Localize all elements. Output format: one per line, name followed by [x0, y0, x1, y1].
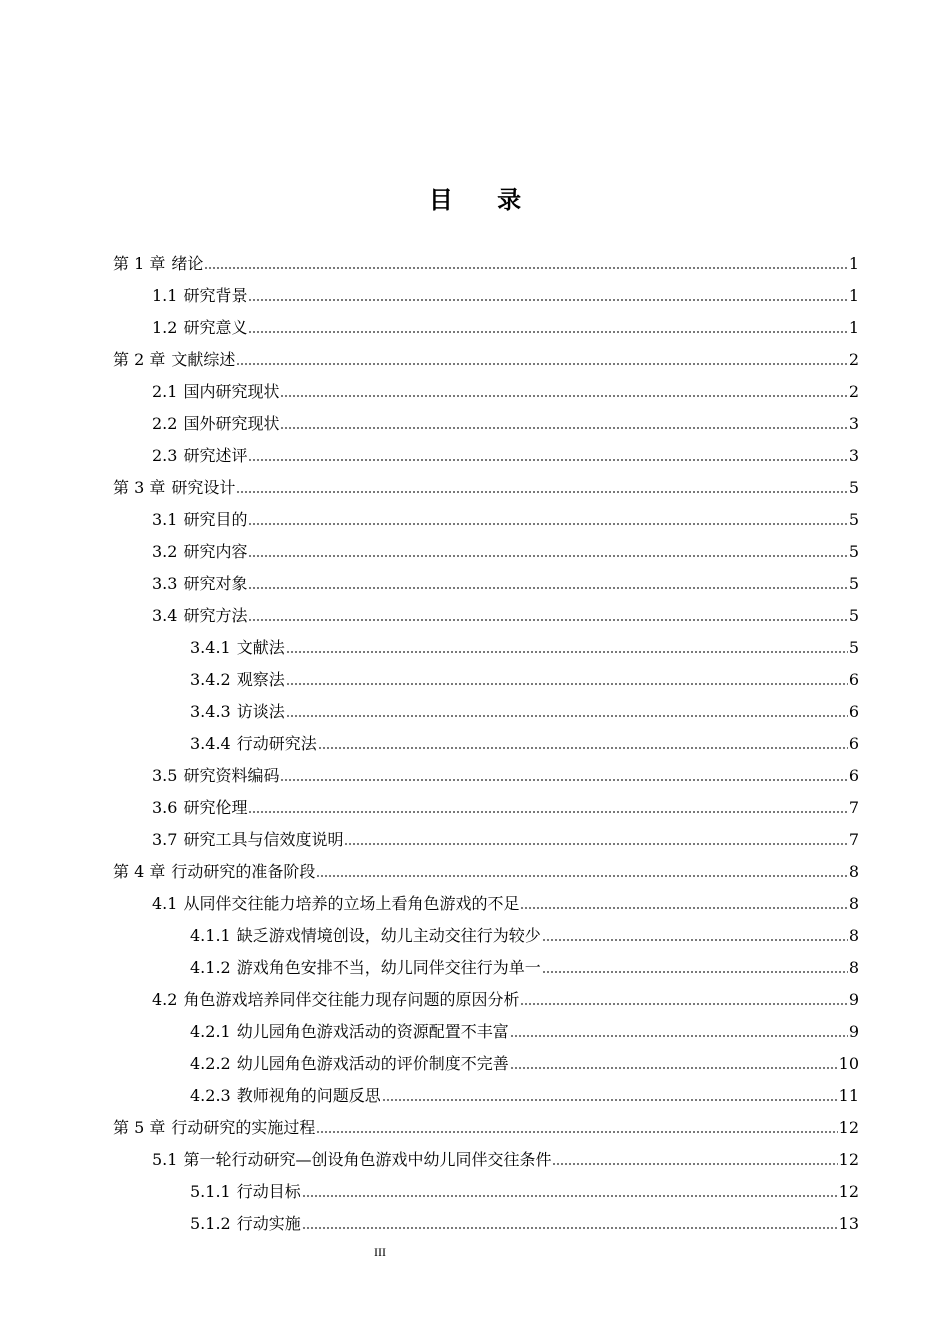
page-number-footer: III [374, 1245, 386, 1259]
toc-entry[interactable] [0, 434, 859, 466]
toc-entry-number: 2.3 [152, 446, 178, 465]
toc-entry-title: 研究目的 [183, 510, 248, 529]
toc-entry-number: 3.4.1 [190, 638, 231, 657]
dot-leader [248, 510, 847, 526]
toc-entry-page: 1 [848, 254, 859, 273]
dot-leader [286, 670, 848, 686]
toc-entry[interactable] [0, 850, 859, 882]
toc-entry-title: 第一轮行动研究—创设角色游戏中幼儿同伴交往条件 [183, 1150, 552, 1169]
toc-entry-number: 3.6 [152, 798, 178, 817]
dot-leader [248, 318, 847, 334]
toc-entry-title: 行动研究法 [236, 734, 317, 753]
dot-leader [248, 798, 847, 814]
toc-entry-title: 缺乏游戏情境创设，幼儿主动交往行为较少 [236, 926, 541, 945]
toc-entry[interactable] [0, 882, 859, 914]
dot-leader [520, 990, 847, 1006]
toc-entry-page: 1 [848, 318, 859, 337]
toc-entry[interactable] [0, 946, 859, 978]
toc-entry-number: 3.2 [152, 542, 178, 561]
toc-entry[interactable] [0, 402, 859, 434]
dot-leader [286, 638, 848, 654]
toc-entry[interactable] [0, 1202, 859, 1234]
dot-leader [316, 1118, 837, 1134]
toc-entry-title: 从同伴交往能力培养的立场上看角色游戏的不足 [183, 894, 520, 913]
toc-entry-page: 5 [848, 542, 859, 561]
toc-entry[interactable] [0, 1138, 859, 1170]
dot-leader [382, 1086, 838, 1102]
toc-entry-page: 5 [848, 510, 859, 529]
toc-entry[interactable] [0, 1010, 859, 1042]
toc-entry[interactable] [0, 1042, 859, 1074]
toc-entry-number: 5.1.1 [190, 1182, 231, 1201]
toc-entry-number: 第 2 章 [113, 350, 166, 369]
toc-entry-page: 8 [848, 958, 859, 977]
toc-entry-page: 12 [838, 1118, 859, 1137]
toc-entry-title: 研究伦理 [183, 798, 248, 817]
toc-entry[interactable] [0, 562, 859, 594]
toc-entry-title: 行动目标 [236, 1182, 301, 1201]
toc-entry-page: 9 [848, 990, 859, 1009]
dot-leader [510, 1022, 848, 1038]
toc-entry-page: 8 [848, 894, 859, 913]
toc-entry-title: 教师视角的问题反思 [236, 1086, 381, 1105]
dot-leader [280, 382, 847, 398]
toc-entry-title: 研究述评 [183, 446, 248, 465]
toc-entry-page: 6 [848, 766, 859, 785]
dot-leader [510, 1054, 838, 1070]
toc-entry-page: 2 [848, 350, 859, 369]
dot-leader [520, 894, 847, 910]
toc-entry-page: 5 [848, 574, 859, 593]
toc-entry[interactable] [0, 722, 859, 754]
toc-entry-number: 5.1.2 [190, 1214, 231, 1233]
toc-entry[interactable] [0, 370, 859, 402]
toc-entry[interactable] [0, 1074, 859, 1106]
toc-entry[interactable] [0, 274, 859, 306]
toc-entry-page: 3 [848, 446, 859, 465]
toc-entry-title: 角色游戏培养同伴交往能力现存问题的原因分析 [183, 990, 520, 1009]
toc-entry-title: 访谈法 [236, 702, 285, 721]
dot-leader [542, 926, 848, 942]
toc-entry-page: 13 [838, 1214, 859, 1233]
toc-entry-title: 文献综述 [171, 350, 236, 369]
toc-entry[interactable] [0, 978, 859, 1010]
toc-entry[interactable] [0, 754, 859, 786]
toc-entry-title: 行动研究的实施过程 [171, 1118, 316, 1137]
toc-entry-title: 幼儿园角色游戏活动的资源配置不丰富 [236, 1022, 509, 1041]
toc-entry-title: 研究资料编码 [183, 766, 280, 785]
toc-entry-title: 研究意义 [183, 318, 248, 337]
toc-entry-page: 12 [838, 1150, 859, 1169]
toc-entry-number: 3.4 [152, 606, 178, 625]
toc-entry-title: 研究对象 [183, 574, 248, 593]
toc-entry-title: 游戏角色安排不当，幼儿同伴交往行为单一 [236, 958, 541, 977]
dot-leader [280, 414, 847, 430]
dot-leader [316, 862, 847, 878]
toc-entry-number: 4.1.1 [190, 926, 231, 945]
toc-entry[interactable] [0, 338, 859, 370]
dot-leader [302, 1182, 838, 1198]
toc-entry-number: 3.4.4 [190, 734, 231, 753]
toc-entry-title: 幼儿园角色游戏活动的评价制度不完善 [236, 1054, 509, 1073]
toc-entry-number: 第 1 章 [113, 254, 166, 273]
toc-entry-number: 第 5 章 [113, 1118, 166, 1137]
toc-entry-number: 3.4.3 [190, 702, 231, 721]
dot-leader [286, 702, 848, 718]
toc-entry-page: 3 [848, 414, 859, 433]
toc-entry[interactable] [0, 690, 859, 722]
toc-entry-page: 11 [838, 1086, 859, 1105]
toc-entry-number: 3.5 [152, 766, 178, 785]
toc-entry-number: 3.4.2 [190, 670, 231, 689]
toc-entry[interactable] [0, 530, 859, 562]
dot-leader [248, 574, 847, 590]
dot-leader [248, 286, 847, 302]
dot-leader [302, 1214, 838, 1230]
toc-entry[interactable] [0, 466, 859, 498]
toc-entry-title: 行动实施 [236, 1214, 301, 1233]
toc-entry[interactable] [0, 1106, 859, 1138]
toc-entry[interactable] [0, 818, 859, 850]
toc-entry[interactable] [0, 658, 859, 690]
toc-entry-number: 4.2.1 [190, 1022, 231, 1041]
toc-entry-page: 9 [848, 1022, 859, 1041]
toc-entry-number: 1.1 [152, 286, 178, 305]
toc-entry-page: 5 [848, 478, 859, 497]
dot-leader [236, 478, 847, 494]
dot-leader [280, 766, 847, 782]
dot-leader [204, 254, 847, 270]
toc-entry-page: 8 [848, 926, 859, 945]
toc-entry-number: 4.2.3 [190, 1086, 231, 1105]
dot-leader [552, 1150, 837, 1166]
toc-entry-title: 观察法 [236, 670, 285, 689]
toc-entry-page: 2 [848, 382, 859, 401]
toc-entry-title: 国内研究现状 [183, 382, 280, 401]
toc-entry-number: 第 4 章 [113, 862, 166, 881]
dot-leader [248, 606, 847, 622]
toc-entry[interactable] [0, 594, 859, 626]
toc-entry[interactable] [0, 626, 859, 658]
toc-entry[interactable] [0, 1170, 859, 1202]
dot-leader [248, 542, 847, 558]
toc-entry-page: 8 [848, 862, 859, 881]
toc-entry-page: 5 [848, 606, 859, 625]
dot-leader [318, 734, 848, 750]
toc-entry-number: 3.1 [152, 510, 178, 529]
toc-entry[interactable] [0, 242, 859, 274]
toc-entry-title: 研究背景 [183, 286, 248, 305]
toc-entry-page: 7 [848, 830, 859, 849]
toc-entry-number: 3.3 [152, 574, 178, 593]
toc-entry-number: 5.1 [152, 1150, 178, 1169]
toc-entry-number: 1.2 [152, 318, 178, 337]
toc-entry-number: 2.1 [152, 382, 178, 401]
dot-leader [248, 446, 847, 462]
toc-entry[interactable] [0, 914, 859, 946]
toc-entry-page: 1 [848, 286, 859, 305]
toc-entry-page: 6 [848, 702, 859, 721]
toc-entry-title: 行动研究的准备阶段 [171, 862, 316, 881]
toc-entry-number: 3.7 [152, 830, 178, 849]
toc-entry-page: 6 [848, 670, 859, 689]
toc-entry[interactable] [0, 306, 859, 338]
toc-entry-title: 国外研究现状 [183, 414, 280, 433]
toc-entry[interactable] [0, 498, 859, 530]
toc-entry-title: 研究方法 [183, 606, 248, 625]
toc-entry-number: 2.2 [152, 414, 178, 433]
toc-entry-title: 文献法 [236, 638, 285, 657]
toc-entry-page: 5 [848, 638, 859, 657]
toc-entry-number: 4.2 [152, 990, 178, 1009]
dot-leader [344, 830, 847, 846]
toc-entry[interactable] [0, 786, 859, 818]
toc-entry-page: 7 [848, 798, 859, 817]
toc-entry-title: 绪论 [171, 254, 204, 273]
dot-leader [236, 350, 847, 366]
toc-entry-number: 4.1 [152, 894, 178, 913]
toc-entry-title: 研究内容 [183, 542, 248, 561]
toc-entry-page: 6 [848, 734, 859, 753]
toc-entry-number: 第 3 章 [113, 478, 166, 497]
page-title: 目 录 [428, 186, 540, 214]
toc-entry-number: 4.1.2 [190, 958, 231, 977]
toc-entry-title: 研究设计 [171, 478, 236, 497]
dot-leader [542, 958, 848, 974]
toc-entry-page: 10 [838, 1054, 859, 1073]
toc-entry-page: 12 [838, 1182, 859, 1201]
toc-entry-number: 4.2.2 [190, 1054, 231, 1073]
toc-entry-title: 研究工具与信效度说明 [183, 830, 344, 849]
